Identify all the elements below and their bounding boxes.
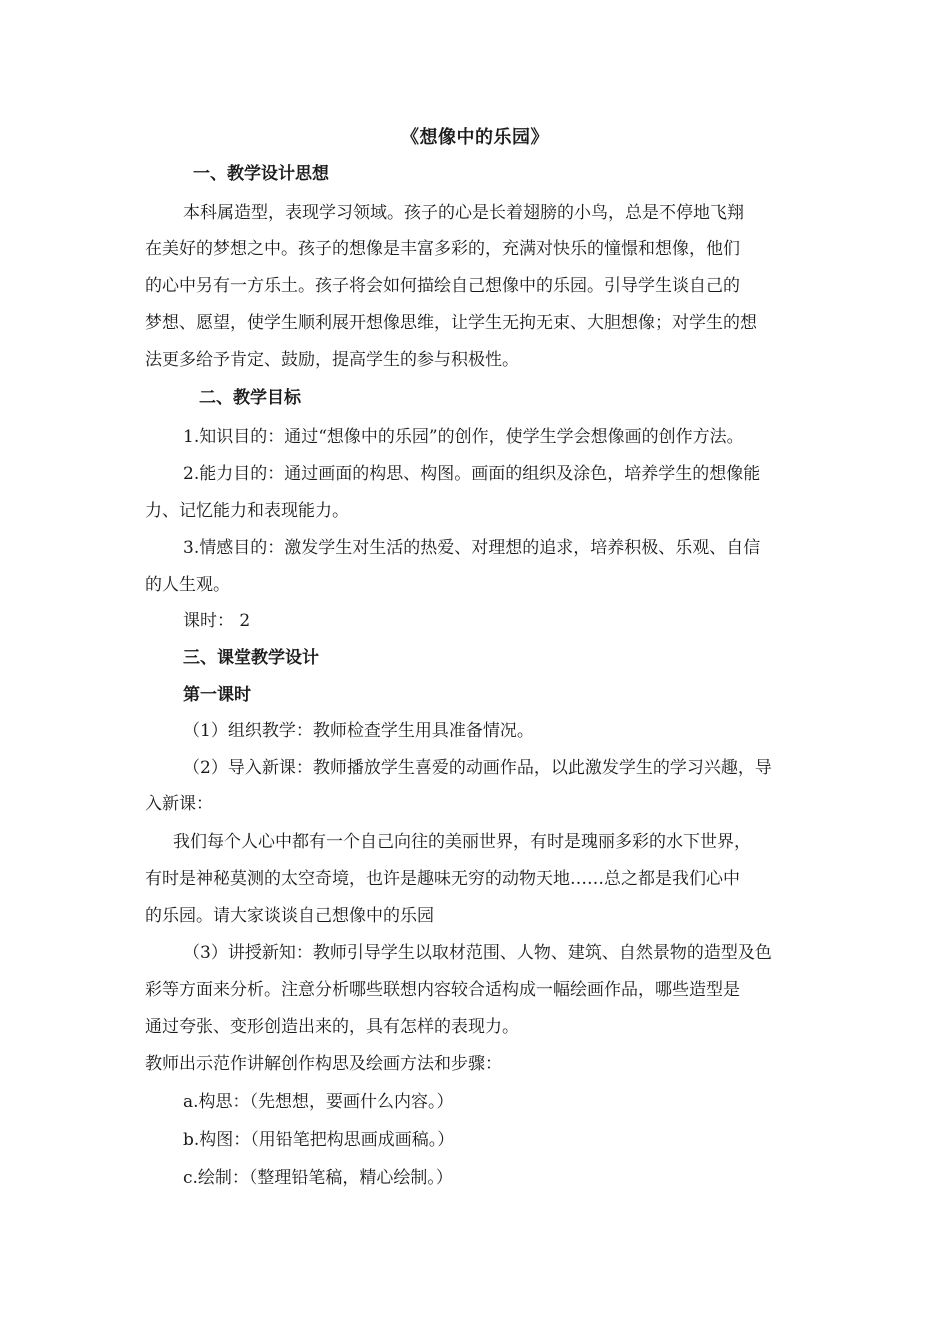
class-hours: 课时： 2	[183, 611, 251, 631]
section-heading-1: 一、教学设计思想	[193, 164, 329, 184]
goal-emotion-line: 的人生观。	[145, 575, 230, 595]
section-heading-2: 二、教学目标	[199, 388, 301, 408]
document-title: 《想像中的乐园》	[401, 127, 549, 148]
goal-ability-line: 力、记忆能力和表现能力。	[145, 501, 349, 521]
paragraph-line: 的心中另有一方乐土。孩子将会如何描绘自己想像中的乐园。引导学生谈自己的	[145, 276, 740, 296]
paragraph-line: 本科属造型，表现学习领域。孩子的心是长着翅膀的小鸟，总是不停地飞翔	[183, 203, 744, 223]
step-line: （3）讲授新知：教师引导学生以取材范围、人物、建筑、自然景物的造型及色	[183, 943, 772, 963]
step-line: （2）导入新课：教师播放学生喜爱的动画作品，以此激发学生的学习兴趣，导	[183, 758, 772, 778]
goal-knowledge: 1.知识目的：通过“想像中的乐园”的创作，使学生学会想像画的创作方法。	[183, 427, 744, 447]
substep-b: b.构图：（用铅笔把构思画成画稿。）	[183, 1130, 455, 1150]
step-line: 彩等方面来分析。注意分析哪些联想内容较合适构成一幅绘画作品，哪些造型是	[145, 980, 740, 1000]
step-line: （1）组织教学：教师检查学生用具准备情况。	[183, 721, 534, 741]
paragraph-line: 在美好的梦想之中。孩子的想像是丰富多彩的，充满对快乐的憧憬和想像，他们	[145, 239, 740, 259]
substep-a: a.构思：（先想想，要画什么内容。）	[183, 1092, 454, 1112]
step-line: 入新课：	[145, 794, 213, 814]
quote-line: 的乐园。请大家谈谈自己想像中的乐园	[145, 906, 434, 926]
step-line: 通过夸张、变形创造出来的，具有怎样的表现力。	[145, 1017, 519, 1037]
substep-c: c.绘制：（整理铅笔稿，精心绘制。）	[183, 1168, 453, 1188]
goal-emotion-line: 3.情感目的：激发学生对生活的热爱、对理想的追求，培养积极、乐观、自信	[183, 538, 761, 558]
goal-ability-line: 2.能力目的：通过画面的构思、构图。画面的组织及涂色，培养学生的想像能	[183, 464, 761, 484]
demo-line: 教师出示范作讲解创作构思及绘画方法和步骤：	[145, 1054, 502, 1074]
paragraph-line: 法更多给予肯定、鼓励，提高学生的参与积极性。	[145, 350, 519, 370]
section-heading-3: 三、课堂教学设计	[183, 648, 319, 668]
paragraph-line: 梦想、愿望，使学生顺利展开想像思维，让学生无拘无束、大胆想像；对学生的想	[145, 313, 757, 333]
quote-line: 我们每个人心中都有一个自己向往的美丽世界，有时是瑰丽多彩的水下世界，	[173, 832, 751, 852]
quote-line: 有时是神秘莫测的太空奇境，也许是趣味无穷的动物天地……总之都是我们心中	[145, 869, 740, 889]
lesson-heading: 第一课时	[183, 685, 251, 705]
